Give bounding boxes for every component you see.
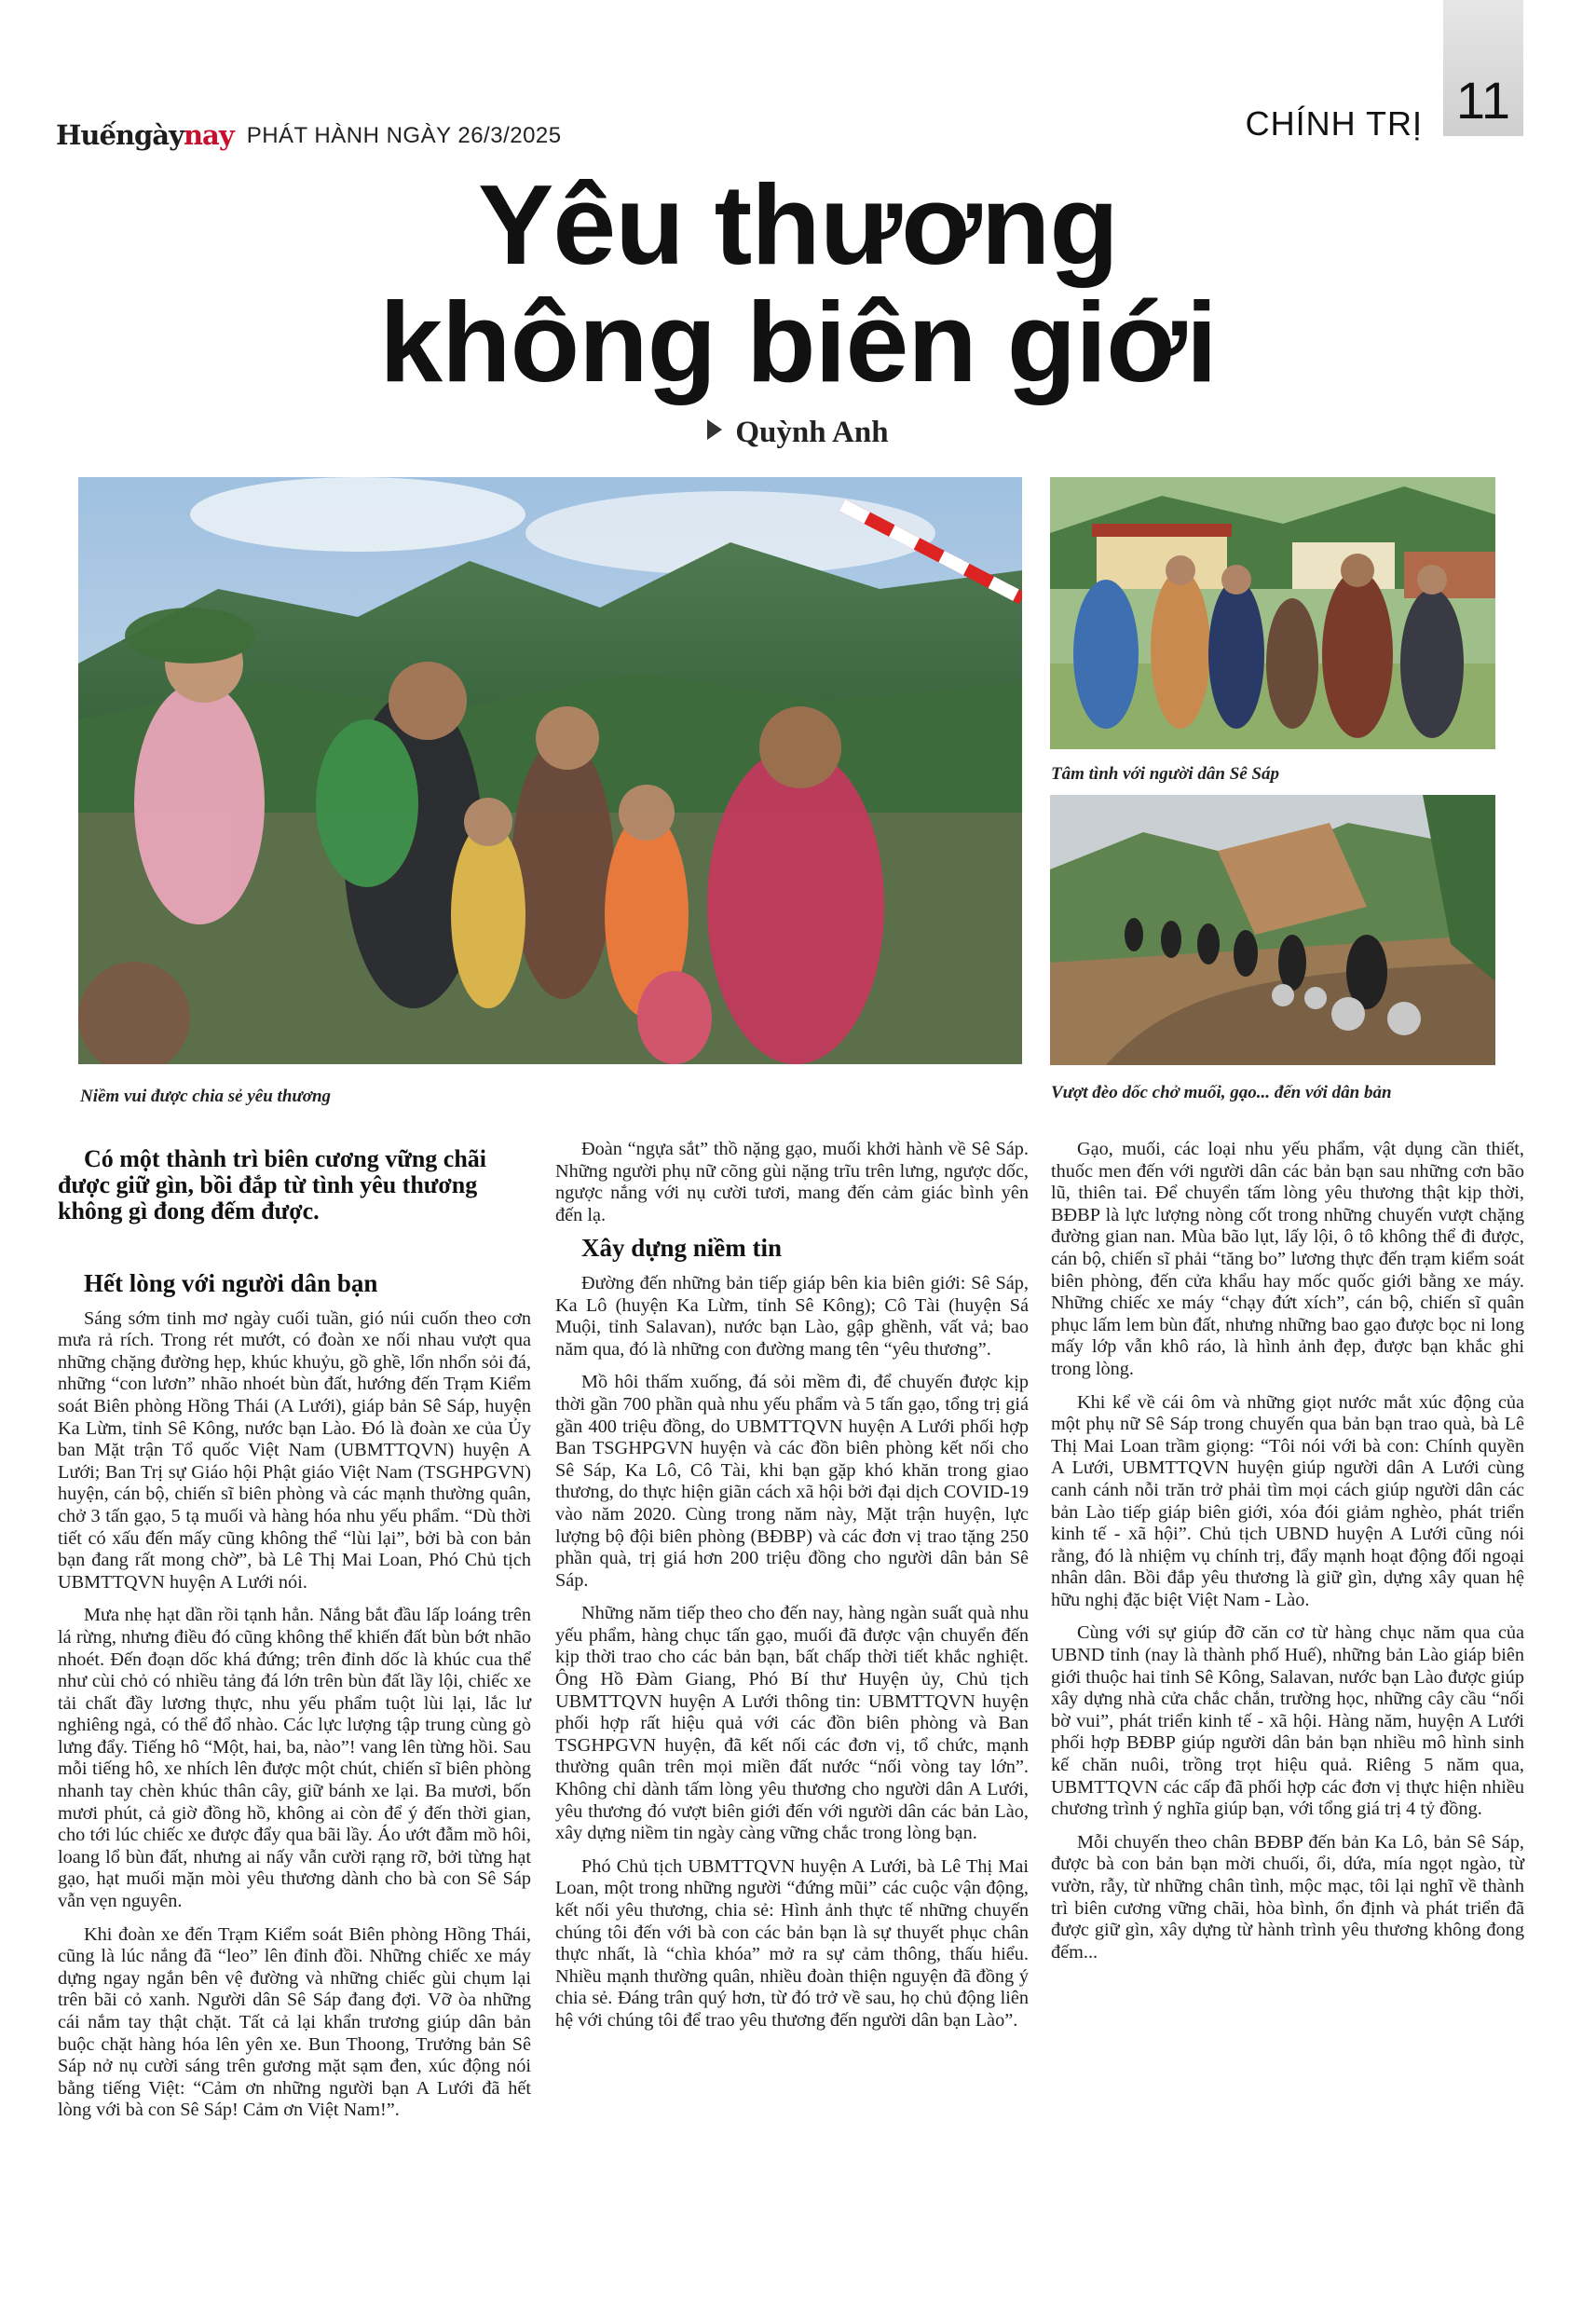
headline — [0, 161, 1596, 405]
paragraph-9: Gạo, muối, các loại nhu yếu phẩm, vật dụng cần thiết, thuốc men đến với người dân các bản bạn sau những cơn bão lũ, thiên tai. Để chuyển tấm lòng yêu thương thật kịp thời, BĐBP là lực lượng nòng cốt trong những chuyến vượt chặng đường gian nan. Mùa bão lụt, lấy lội, ô tô không thể đi được, cán bộ, chiến sĩ phải “tăng bo” lương thực đến trạm kiểm soát biên phòng, đến cửa khẩu hay mốc quốc giới bằng xe máy. Những chiếc xe máy “chạy đứt xích”, cán bộ, chiến sĩ quân phục lấm lem bùn đất, nhưng những bao gạo được bọc ni long mấy lớp vẫn khô ráo, là hình ảnh đẹp, được bạn khắc ghi trong lòng. — [1051, 1139, 1524, 1379]
masthead — [56, 110, 562, 151]
paragraph-7: Những năm tiếp theo cho đến nay, hàng ngàn suất quà nhu yếu phẩm, hàng chục tấn gạo, muối đã được vận chuyển đến kịp thời trao cho các bản bạn, bất chấp thời tiết khắc nghiệt. Ông Hồ Đàm Giang, Phó Bí thư Huyện ủy, Chủ tịch UBMTTQVN huyện A Lưới thông tin: UBMTTQVN huyện phối hợp rất hiệu quả với các đồn biên phòng và Ban TSGHPGVN huyện, đã kết nối các đơn vị, tổ chức, mạnh thường quân trên mọi miền đất nước “nối vòng tay lớn”. Không chỉ dành tấm lòng yêu thương cho người dân A Lưới, yêu thương đó vượt biên giới đến với người dân các bản Lào, xây dựng niềm tin ngày càng vững chắc trong lòng bạn. — [555, 1603, 1029, 1844]
top-right-photo — [1050, 477, 1495, 749]
main-photo — [78, 477, 1022, 1064]
page-number-box — [1443, 0, 1523, 136]
issue-date: PHÁT HÀNH NGÀY 26/3/2025 — [246, 123, 562, 148]
section-label: CHÍNH TRỊ — [1245, 104, 1423, 143]
paragraph-3: Khi đoàn xe đến Trạm Kiểm soát Biên phòng Hồng Thái, cũng là lúc nắng đã “leo” lên đỉnh đồi. Những chiếc xe máy dựng ngay ngắn bên vệ đường và những chiếc gùi chụm lại trên bãi cỏ xanh. Người dân Sê Sáp đang đợi. Vỡ òa những cái nắm tay thật chặt. Tất cả lại khẩn trương giúp dân bản buộc chặt hàng hóa lên yên xe. Bun Thoong, Trưởng bản Sê Sáp nở nụ cười sáng trên gương mặt sạm đen, xúc động nói bằng tiếng Việt: “Cảm ơn những người bạn A Lưới đã hết lòng với bà con Sê Sáp! Cảm ơn Việt Nam!”. — [58, 1923, 531, 2121]
subheading-1: Hết lòng với người dân bạn — [84, 1269, 378, 1297]
paragraph-4: Đoàn “ngựa sắt” thồ nặng gạo, muối khởi hành về Sê Sáp. Những người phụ nữ cõng gùi nặng trĩu trên lưng, ngược dốc, ngược nắng với nụ cười tươi, mang đến cảm giác bình yên đến lạ. — [555, 1139, 1029, 1225]
byline: Quỳnh Anh — [0, 416, 1596, 450]
caption-top-right-photo: Tâm tình với người dân Sê Sáp — [1051, 764, 1280, 784]
paragraph-12: Mỗi chuyến theo chân BĐBP đến bản Ka Lô, bản Sê Sáp, được bà con bản bạn mời chuối, ổi, dứa, mía ngọt ngào, từ vườn, rẫy, từ những chân tình, mộc mạc, tôi lại nghĩ về thành trì biên cương vững chãi, hòa bình, ổn định và phát triển đã được giữ gìn, xây dựng từ hành trình yêu thương không đong đếm... — [1051, 1831, 1524, 1963]
paragraph-8: Phó Chủ tịch UBMTTQVN huyện A Lưới, bà Lê Thị Mai Loan, một trong những người “đứng mũi” các cuộc vận động, kết nối yêu thương, chia sẻ: Hình ảnh thực tế những chuyến chúng tôi đến với bà con các bản bạn là sự thuyết phục chân thực nhất, là “chìa khóa” mở ra sự cảm thông, thấu hiểu. Nhiều mạnh thường quân, nhiều đoàn thiện nguyện đã đồng ý chia sẻ. Đáng trân quý hơn, từ đó trở về sau, họ chủ động liên hệ với chúng tôi để trao yêu thương đến người dân bạn Lào”. — [555, 1855, 1029, 2031]
subheading-2: Xây dựng niềm tin — [581, 1234, 782, 1263]
lead-paragraph: Có một thành trì biên cương vững chãi được giữ gìn, bồi đắp từ tình yêu thương không gì đong đếm được. — [58, 1145, 487, 1224]
paragraph-11: Cùng với sự giúp đỡ căn cơ từ hàng chục năm qua của UBND tỉnh (nay là thành phố Huế), những bản Lào giáp biên giới thuộc hai tỉnh Sê Kông, Salavan, nước bạn Lào được giúp xây dựng nhà cửa chắc chắn, trường học, những cây cầu “nối bờ vui”, phát triển kinh tế - xã hội. Hàng năm, huyện A Lưới phối hợp BĐBP giúp người dân bản bạn nhiều mô hình sinh kế chăn nuôi, trồng trọt hiệu quả. Riêng 5 năm qua, UBMTTQVN các cấp đã phối hợp các đơn vị thực hiện nhiều chương trình ý nghĩa giúp bạn, với tổng giá trị 4 tỷ đồng. — [1051, 1622, 1524, 1820]
page-number: 11 — [1455, 71, 1511, 130]
column-1 — [58, 1139, 531, 2133]
headline-line-1: Yêu thương — [478, 161, 1118, 288]
caption-main-photo: Niềm vui được chia sẻ yêu thương — [80, 1087, 332, 1106]
paragraph-5: Đường đến những bản tiếp giáp bên kia biên giới: Sê Sáp, Ka Lô (huyện Ka Lừm, tỉnh Sê Kông); Cô Tài (huyện Sá Muội, tỉnh Salavan), nước bạn Lào, gập ghềnh, vất vả; bao năm qua, đó là những con đường mang tên “yêu thương”. — [555, 1272, 1029, 1360]
paragraph-1: Sáng sớm tinh mơ ngày cuối tuần, gió núi cuốn theo cơn mưa rả rích. Trong rét mướt, có đoàn xe nối nhau vượt qua những chặng đường hẹp, khúc khuỷu, gồ ghề, lổn nhổn sỏi đá, những “con lươn” nhão nhoét bùn đất, hướng đến Trạm Kiểm soát Biên phòng Hồng Thái (A Lưới), giáp bản Sê Sáp, huyện Ka Lừm, tỉnh Sê Kông, nước bạn Lào. Đó là đoàn xe của Ủy ban Mặt trận Tổ quốc Việt Nam (UBMTTQVN) huyện A Lưới; Ban Trị sự Giáo hội Phật giáo Việt Nam (TSGHPGVN) huyện, cán bộ, chiến sĩ biên phòng và các mạnh thường quân, chở 3 tấn gạo, 5 tạ muối và hàng hóa nhu yếu phẩm. “Dù thời tiết có xấu đến mấy cũng không thể “lùi lại”, bởi bà con bản bạn đang rất mong chờ”, bà Lê Thị Mai Loan, Phó Chủ tịch UBMTTQVN huyện A Lưới nói. — [58, 1307, 531, 1593]
paragraph-10: Khi kể về cái ôm và những giọt nước mắt xúc động của một phụ nữ Sê Sáp trong chuyến qua bản bạn trao quà, bà Lê Thị Mai Loan trầm giọng: “Tôi nói với bà con: Chính quyền A Lưới, UBMTTQVN huyện giúp người dân A Lưới cùng canh cánh nỗi trăn trở phải tìm mọi cách giúp người dân các bản Lào tiếp giáp biên giới, xóa đói giảm nghèo, phát triển kinh tế - xã hội”. Chủ tịch UBND huyện A Lưới cũng nói rằng, đó là nhiệm vụ chính trị, đẩy mạnh hoạt động đối ngoại nhân dân. Bồi đắp yêu thương là giữ gìn, dựng xây quan hệ hữu nghị đặc biệt Việt Nam - Lào. — [1051, 1391, 1524, 1610]
paragraph-6: Mồ hôi thấm xuống, đá sỏi mềm đi, để chuyến được kịp thời gần 700 phần quà nhu yếu phẩm và 5 tấn gạo, tổng trị giá gần 400 triệu đồng, do UBMTTQVN huyện A Lưới phối hợp Ban TSGHPGVN huyện và các đồn biên phòng kết nối cho Sê Sáp, Ka Lô, Cô Tài, khi bạn gặp khó khăn trong giao thương, do thực hiện giãn cách xã hội bởi đại dịch COVID-19 vào năm 2020. Cùng trong năm này, Mặt trận huyện, lực lượng bộ đội biên phòng (BĐBP) và các đơn vị trao tặng 250 phần quà, trị giá hơn 200 triệu đồng cho người dân bản Sê Sáp. — [555, 1372, 1029, 1591]
caption-bottom-right-photo: Vượt đèo dốc chở muối, gạo... đến với dân bản — [1051, 1083, 1392, 1102]
byline-triangle-icon — [707, 419, 722, 440]
bottom-right-photo — [1050, 795, 1495, 1065]
column-3 — [1051, 1139, 1524, 1975]
newspaper-logo: Huếngàynay — [56, 119, 234, 151]
column-2 — [555, 1139, 1029, 2044]
paragraph-2: Mưa nhẹ hạt dần rồi tạnh hẳn. Nắng bắt đầu lấp loáng trên lá rừng, nhưng điều đó cũng không thể khiến đất bùn bớt nhão nhoét. Đến đoạn dốc khá đứng; trên đỉnh dốc là khúc cua thể như cùi chỏ có nhiều tảng đá lớn trên bùn đất lầy lội, chiếc xe tải chất đầy lương thực, nhu yếu phẩm tuột lùi lại, lắc lư nghiêng ngả, có thể đổ nhào. Các lực lượng tập trung cùng gò lưng đẩy. Tiếng hô “Một, hai, ba, nào”! vang lên từng hồi. Sau mỗi tiếng hô, xe nhích lên được một chút, chiến sĩ biên phòng nhanh tay chèn khúc thân cây, giữ bánh xe lại. Ba mươi, bốn mươi phút, cả giờ đồng hồ, không ai còn để ý đến thời gian, cho tới lúc chiếc xe được đẩy qua bãi lầy. Áo ướt đẫm mồ hôi, loang lổ bùn đất, nhưng ai nấy vẫn cười rạng rỡ, bởi từng hạt gạo, hạt muối mặn mòi yêu thương dành cho bà con Sê Sáp vẫn vẹn nguyên. — [58, 1605, 531, 1912]
headline-line-2: không biên giới — [379, 279, 1217, 405]
